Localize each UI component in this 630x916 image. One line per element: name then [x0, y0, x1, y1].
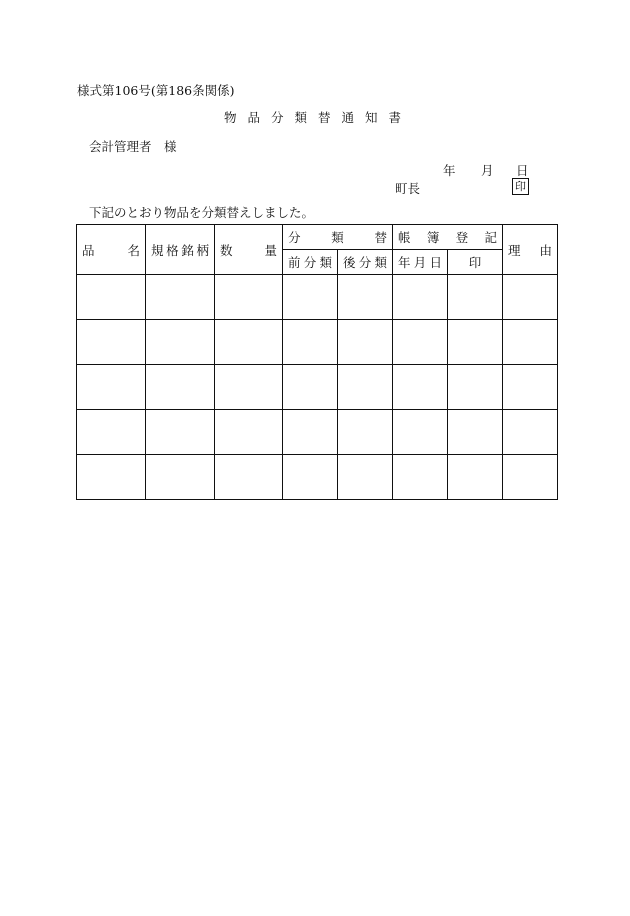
header-entry-stamp: 印	[448, 250, 503, 275]
cell-entry-date[interactable]	[393, 365, 448, 410]
table-row	[77, 320, 558, 365]
cell-quantity[interactable]	[215, 455, 283, 500]
header-spec: 規 格 銘 柄	[146, 225, 215, 275]
cell-after-class[interactable]	[338, 320, 393, 365]
cell-reason[interactable]	[503, 275, 558, 320]
cell-spec[interactable]	[146, 275, 215, 320]
header-before-class: 前 分 類	[283, 250, 338, 275]
cell-entry-stamp[interactable]	[448, 365, 503, 410]
cell-item-name[interactable]	[77, 320, 146, 365]
cell-after-class[interactable]	[338, 275, 393, 320]
form-reference: 様式第106号(第186条関係)	[77, 83, 235, 98]
cell-entry-date[interactable]	[393, 410, 448, 455]
reclassification-table	[76, 224, 558, 500]
table-row	[77, 410, 558, 455]
cell-before-class[interactable]	[283, 410, 338, 455]
cell-before-class[interactable]	[283, 320, 338, 365]
cell-before-class[interactable]	[283, 275, 338, 320]
intro-text: 下記のとおり物品を分類替えしました。	[89, 205, 315, 220]
seal-box: 印	[512, 178, 529, 195]
addressee: 会計管理者 様	[89, 139, 177, 154]
cell-reason[interactable]	[503, 320, 558, 365]
table-row	[77, 455, 558, 500]
cell-reason[interactable]	[503, 410, 558, 455]
cell-before-class[interactable]	[283, 455, 338, 500]
cell-after-class[interactable]	[338, 455, 393, 500]
header-reclassification: 分 類 替	[283, 225, 393, 250]
table-row	[77, 275, 558, 320]
cell-quantity[interactable]	[215, 365, 283, 410]
date-day-label: 日	[516, 163, 529, 178]
cell-entry-stamp[interactable]	[448, 320, 503, 365]
cell-spec[interactable]	[146, 320, 215, 365]
cell-item-name[interactable]	[77, 455, 146, 500]
header-entry-date: 年 月 日	[393, 250, 448, 275]
issuer: 町長	[395, 181, 421, 196]
cell-quantity[interactable]	[215, 410, 283, 455]
cell-quantity[interactable]	[215, 320, 283, 365]
header-quantity: 数 量	[215, 225, 283, 275]
header-reason: 理 由	[503, 225, 558, 275]
date-month-label: 月	[481, 163, 494, 178]
table-row	[77, 365, 558, 410]
header-item-name: 品 名	[77, 225, 146, 275]
document-title: 物品分類替通知書	[223, 110, 412, 125]
cell-entry-stamp[interactable]	[448, 455, 503, 500]
header-after-class: 後 分 類	[338, 250, 393, 275]
cell-entry-date[interactable]	[393, 455, 448, 500]
cell-entry-stamp[interactable]	[448, 410, 503, 455]
cell-after-class[interactable]	[338, 365, 393, 410]
cell-item-name[interactable]	[77, 275, 146, 320]
cell-spec[interactable]	[146, 410, 215, 455]
cell-after-class[interactable]	[338, 410, 393, 455]
cell-before-class[interactable]	[283, 365, 338, 410]
cell-reason[interactable]	[503, 365, 558, 410]
cell-spec[interactable]	[146, 455, 215, 500]
cell-entry-stamp[interactable]	[448, 275, 503, 320]
cell-spec[interactable]	[146, 365, 215, 410]
cell-reason[interactable]	[503, 455, 558, 500]
cell-item-name[interactable]	[77, 410, 146, 455]
date-year-label: 年	[443, 163, 456, 178]
cell-quantity[interactable]	[215, 275, 283, 320]
cell-entry-date[interactable]	[393, 320, 448, 365]
header-ledger-entry: 帳 簿 登 記	[393, 225, 503, 250]
cell-entry-date[interactable]	[393, 275, 448, 320]
cell-item-name[interactable]	[77, 365, 146, 410]
